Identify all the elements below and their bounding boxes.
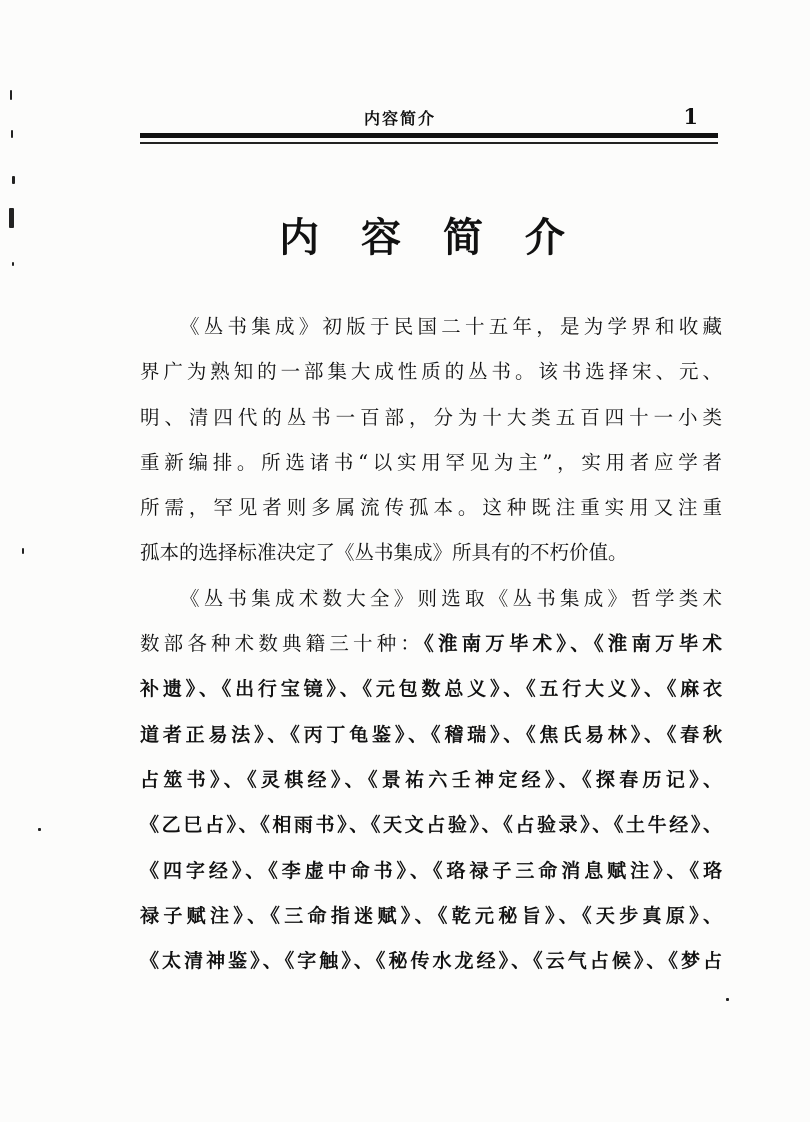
scan-speck <box>12 176 15 184</box>
header-rule-thick <box>140 133 718 138</box>
page-number: 1 <box>683 104 698 129</box>
book-list-line: 《乙巳占》、《相雨书》、《天文占验》、《占验录》、《土牛经》、 <box>140 814 722 837</box>
header-rule-thin <box>140 142 718 144</box>
paragraph-line: 重新编排。所选诸书“以实用罕见为主”，实用者应学者 <box>140 450 722 474</box>
book-list-line: 占筮书》、《灵棋经》、《景祐六壬神定经》、《探春历记》、 <box>140 768 722 791</box>
book-list-line: 《四字经》、《李虚中命书》、《珞禄子三命消息赋注》、《珞 <box>140 859 722 882</box>
scan-speck <box>10 90 12 100</box>
book-list-line: 禄子赋注》、《三命指迷赋》、《乾元秘旨》、《天步真原》、 <box>140 904 722 927</box>
scan-speck <box>22 548 24 554</box>
paragraph-line: 明、清四代的丛书一百部，分为十大类五百四十一小类 <box>140 405 722 429</box>
scan-speck <box>726 998 729 1001</box>
paragraph-line: 《丛书集成术数大全》则选取《丛书集成》哲学类术 <box>180 586 722 610</box>
scan-speck <box>12 262 14 266</box>
running-header-title: 内容简介 <box>363 109 436 128</box>
scan-speck <box>9 208 14 228</box>
page-title: 内 容 简 介 <box>279 215 579 261</box>
paragraph-segment: 数部各种术数典籍三十种： <box>140 632 425 656</box>
body-text <box>140 312 722 991</box>
running-header <box>140 106 720 130</box>
paragraph-line-mixed <box>140 629 722 674</box>
paragraph-line: 界广为熟知的一部集大成性质的丛书。该书选择宋、元、 <box>140 360 722 384</box>
scan-speck <box>11 130 13 138</box>
paragraph-line: 所需，罕见者则多属流传孤本。这种既注重实用又注重 <box>140 496 722 520</box>
book-list-line: 道者正易法》、《丙丁龟鉴》、《稽瑞》、《焦氏易林》、《春秋 <box>140 723 722 746</box>
book-list-line: 补遗》、《出行宝镜》、《元包数总义》、《五行大义》、《麻衣 <box>140 678 722 701</box>
scan-speck <box>38 828 41 831</box>
paragraph-line: 孤本的选择标准决定了《丛书集成》所具有的不朽价值。 <box>140 541 628 565</box>
book-title-segment: 《淮南万毕术》、《淮南万毕术 <box>424 632 722 656</box>
book-list-line: 《太清神鉴》、《字触》、《秘传水龙经》、《云气占候》、《梦占 <box>140 950 722 973</box>
paragraph-line: 《丛书集成》初版于民国二十五年，是为学界和收藏 <box>180 315 722 338</box>
